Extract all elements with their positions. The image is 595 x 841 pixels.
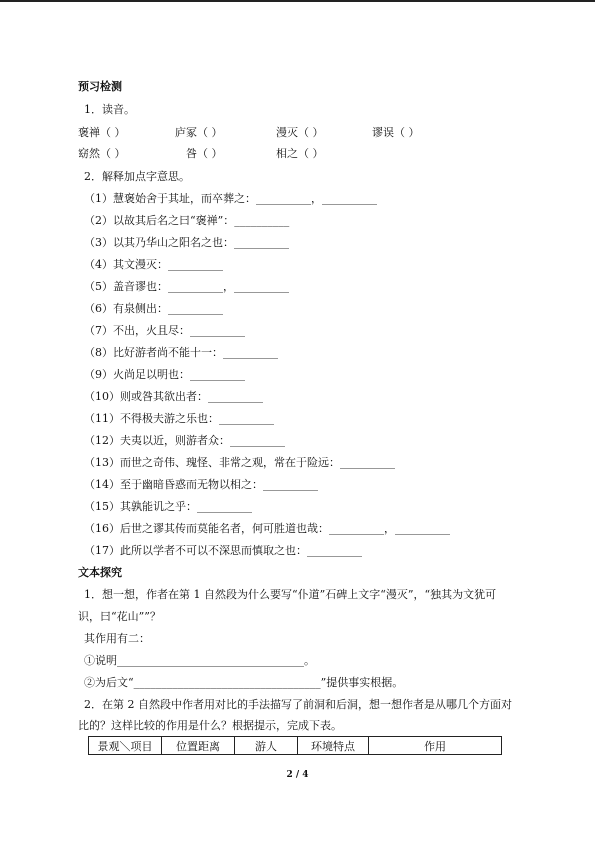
reading-item: 褒禅（ ） — [78, 126, 126, 139]
table-header-cell: 作用 — [369, 737, 502, 755]
reading-item: 庐冢（ ） — [175, 126, 223, 139]
definition-item: （7）不出，火且尽：__________ — [84, 324, 245, 337]
reading-item: 谬误（ ） — [372, 126, 420, 139]
reading-item: 漫灭（ ） — [276, 126, 324, 139]
definition-item: （11）不得极夫游之乐也：__________ — [84, 412, 274, 425]
definition-item: （6）有泉侧出：__________ — [84, 302, 223, 315]
definition-item: （9）火尚足以明也：__________ — [84, 368, 245, 381]
page-number: 2 / 4 — [286, 770, 309, 780]
definition-item: （1）慧褒始舍于其址，而卒葬之：__________，__________ — [84, 192, 377, 205]
table-header-cell: 位置距离 — [162, 737, 235, 755]
section-title-inquiry: 文本探究 — [78, 566, 122, 579]
definition-item: （12）夫夷以近，则游者众：__________ — [84, 434, 285, 447]
definition-item: （14）至于幽暗昏惑而无物以相之：__________ — [84, 478, 318, 491]
reading-item: 咎（ ） — [186, 147, 223, 160]
definition-item: （3）以其乃华山之阳名之也：__________ — [84, 236, 289, 249]
definition-item: （15）其孰能讥之乎：__________ — [84, 500, 252, 513]
table-header-cell: 景观＼项目 — [89, 737, 162, 755]
question-1-title: 1．读音。 — [84, 103, 135, 116]
inquiry-question-1: 1．想一想，作者在第 1 自然段为什么要写“仆道”石碑上文字“漫灭”，“独其为文犹可 — [84, 588, 497, 601]
definition-item: （10）则或咎其欲出者：__________ — [84, 390, 263, 403]
table-header-cell: 游人 — [235, 737, 298, 755]
table-header-cell: 环境特点 — [298, 737, 369, 755]
definition-item: （4）其文漫灭：__________ — [84, 258, 223, 271]
definition-item: （17）此所以学者不可以不深思而慎取之也：__________ — [84, 544, 362, 557]
question-2-title: 2．解释加点字意思。 — [84, 170, 190, 183]
effect-item: ②为后文“__________________________________”提供事实根据。 — [84, 676, 404, 689]
definition-item: （13）而世之奇伟、瑰怪、非常之观，常在于险远：__________ — [84, 456, 395, 469]
effect-title: 其作用有二： — [84, 632, 150, 645]
header-rule — [0, 0, 595, 2]
definition-item: （16）后世之谬其传而莫能名者，何可胜道也哉：__________，__________ — [84, 522, 450, 535]
inquiry-question-2-cont: 比的？这样比较的作用是什么？根据提示，完成下表。 — [78, 719, 342, 732]
reading-item: 相之（ ） — [276, 147, 324, 160]
effect-item: ①说明__________________________________。 — [84, 654, 315, 667]
inquiry-question-1-cont: 识，曰“花山””？ — [78, 610, 161, 623]
definition-item: （2）以故其后名之曰“褒禅”：__________ — [84, 214, 290, 227]
comparison-table — [88, 736, 502, 755]
definition-item: （5）盖音谬也：__________，__________ — [84, 280, 289, 293]
table-header-row — [89, 737, 502, 755]
definition-item: （8）比好游者尚不能十一：__________ — [84, 346, 278, 359]
inquiry-question-2: 2．在第 2 自然段中作者用对比的手法描写了前洞和后洞，想一想作者是从哪几个方面对 — [84, 698, 512, 711]
reading-item: 窈然（ ） — [78, 147, 126, 160]
section-title-preview: 预习检测 — [78, 80, 122, 93]
